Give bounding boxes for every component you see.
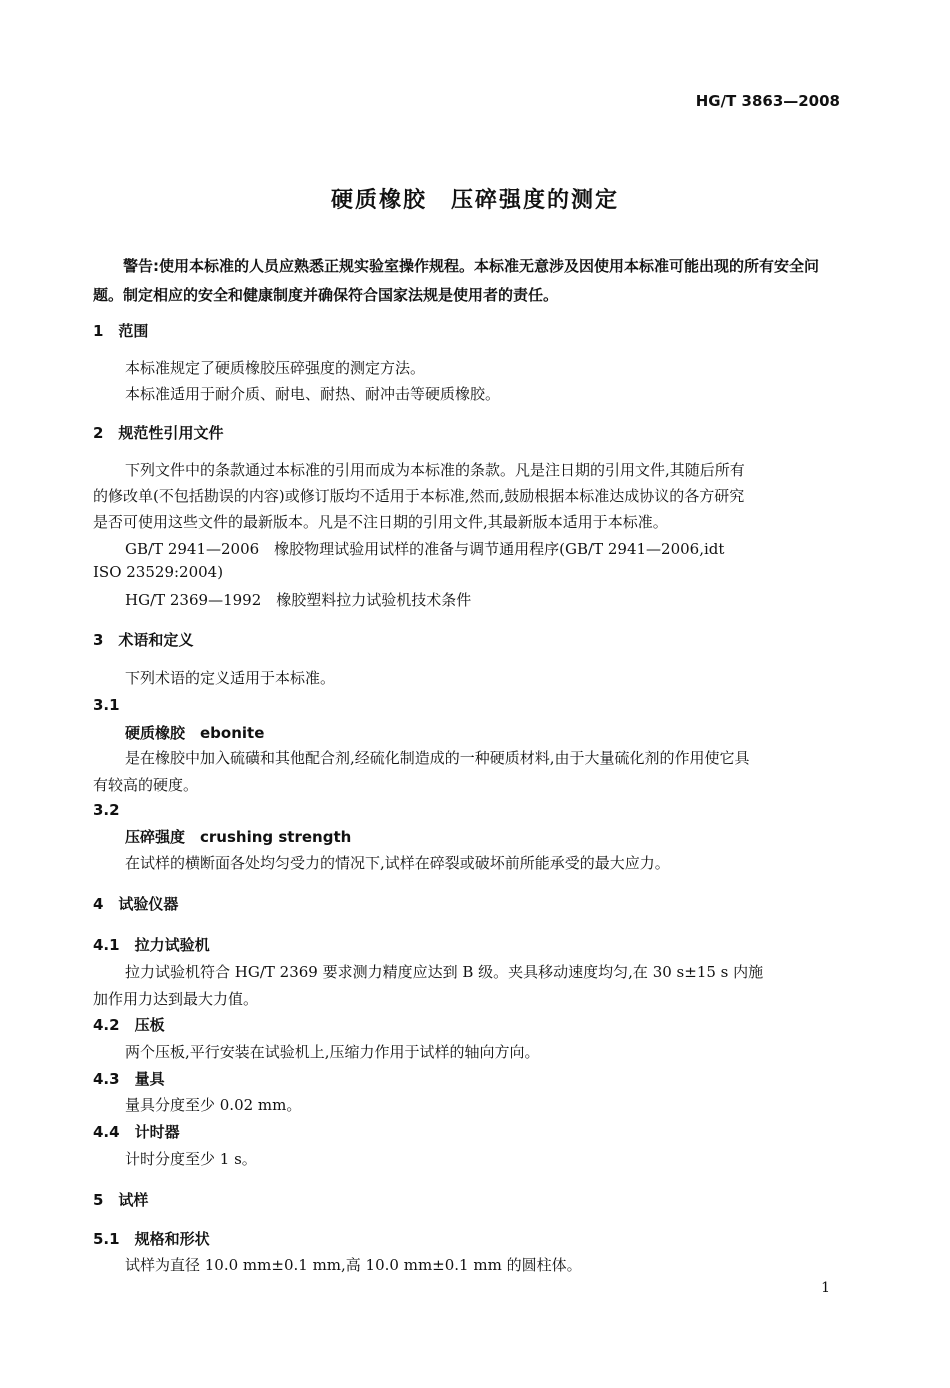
section-1-heading: 1 范围 bbox=[93, 322, 149, 340]
section-4-heading: 4 试验仪器 bbox=[93, 895, 179, 913]
term-3-1-name: 硬质橡胶 ebonite bbox=[125, 724, 265, 742]
section-4-3-text: 量具分度至少 0.02 mm。 bbox=[125, 1096, 302, 1114]
term-3-2-definition: 在试样的横断面各处均匀受力的情况下,试样在碎裂或破坏前所能承受的最大应力。 bbox=[125, 854, 670, 872]
term-3-2-number: 3.2 bbox=[93, 801, 120, 819]
section-4-1-text-line-1: 拉力试验机符合 HG/T 2369 要求测力精度应达到 B 级。夹具移动速度均匀,在 30 s±15 s 内施 bbox=[125, 963, 764, 981]
section-4-2-text: 两个压板,平行安装在试验机上,压缩力作用于试样的轴向方向。 bbox=[125, 1043, 540, 1061]
reference-hgt2369: HG/T 2369—1992 橡胶塑料拉力试验机技术条件 bbox=[125, 591, 472, 609]
section-2-heading: 2 规范性引用文件 bbox=[93, 424, 224, 442]
section-4-3-heading: 4.3 量具 bbox=[93, 1070, 165, 1088]
term-3-2-name: 压碎强度 crushing strength bbox=[125, 828, 352, 846]
warning-paragraph: 警告:使用本标准的人员应熟悉正规实验室操作规程。本标准无意涉及因使用本标准可能出现的所有安全问题。制定相应的安全和健康制度并确保符合国家法规是使用者的责任。 bbox=[93, 257, 820, 304]
section-5-1-text: 试样为直径 10.0 mm±0.1 mm,高 10.0 mm±0.1 mm 的圆柱体。 bbox=[125, 1256, 582, 1274]
section-5-1-heading: 5.1 规格和形状 bbox=[93, 1230, 210, 1248]
section-2-paragraph-line-3: 是否可使用这些文件的最新版本。凡是不注日期的引用文件,其最新版本适用于本标准。 bbox=[93, 513, 668, 531]
section-4-4-heading: 4.4 计时器 bbox=[93, 1123, 180, 1141]
reference-gbt2941-line-2: ISO 23529:2004) bbox=[93, 563, 224, 581]
standard-number: HG/T 3863—2008 bbox=[695, 92, 840, 110]
section-4-4-text: 计时分度至少 1 s。 bbox=[125, 1150, 257, 1168]
term-3-1-definition-line-2: 有较高的硬度。 bbox=[93, 776, 199, 794]
section-3-heading: 3 术语和定义 bbox=[93, 631, 194, 649]
document-title: 硬质橡胶 压碎强度的测定 bbox=[330, 188, 619, 213]
section-1-paragraph-1: 本标准规定了硬质橡胶压碎强度的测定方法。 bbox=[125, 359, 426, 377]
section-2-paragraph-line-2: 的修改单(不包括勘误的内容)或修订版均不适用于本标准,然而,鼓励根据本标准达成协议的各方研究 bbox=[93, 487, 745, 505]
term-3-1-number: 3.1 bbox=[93, 696, 120, 714]
section-2-paragraph-line-1: 下列文件中的条款通过本标准的引用而成为本标准的条款。凡是注日期的引用文件,其随后所有 bbox=[125, 461, 745, 479]
section-4-1-heading: 4.1 拉力试验机 bbox=[93, 936, 210, 954]
section-5-heading: 5 试样 bbox=[93, 1191, 149, 1209]
term-3-1-definition-line-1: 是在橡胶中加入硫磺和其他配合剂,经硫化制造成的一种硬质材料,由于大量硫化剂的作用使它具 bbox=[125, 749, 750, 767]
section-1-paragraph-2: 本标准适用于耐介质、耐电、耐热、耐冲击等硬质橡胶。 bbox=[125, 385, 501, 403]
section-3-intro: 下列术语的定义适用于本标准。 bbox=[125, 669, 336, 687]
reference-gbt2941-line-1: GB/T 2941—2006 橡胶物理试验用试样的准备与调节通用程序(GB/T 2941—2006,idt bbox=[125, 540, 725, 558]
section-4-1-text-line-2: 加作用力达到最大力值。 bbox=[93, 990, 259, 1008]
section-4-2-heading: 4.2 压板 bbox=[93, 1016, 165, 1034]
page-number: 1 bbox=[821, 1280, 830, 1296]
